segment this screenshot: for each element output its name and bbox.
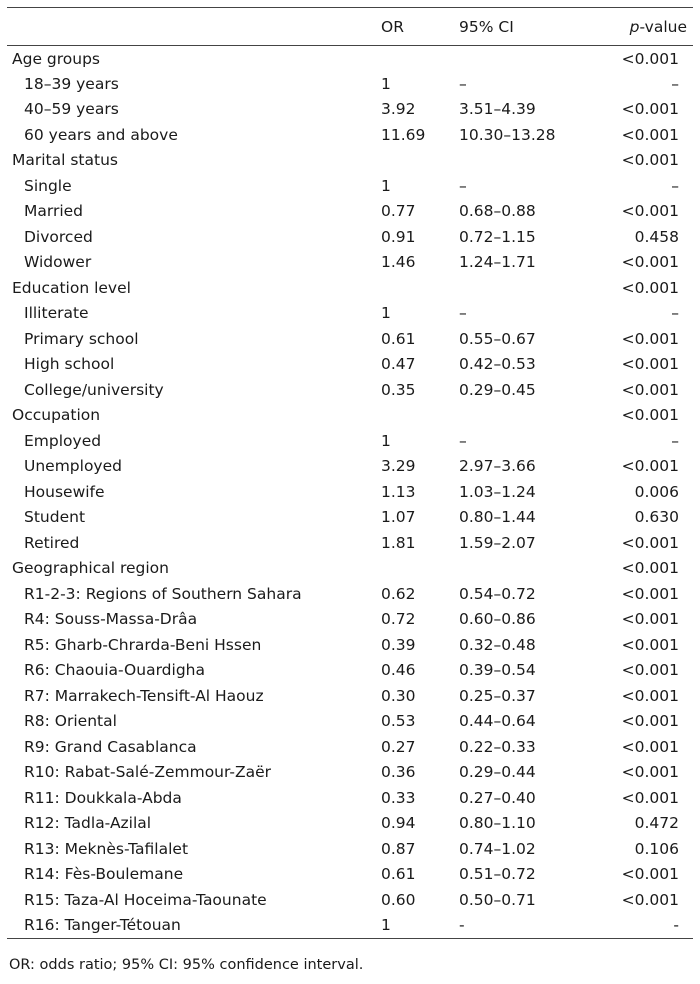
group-header-row [7, 46, 693, 72]
p-value: <0.001 [621, 125, 679, 144]
odds-ratio-value: 3.29 [381, 457, 416, 476]
odds-ratio-value: 3.92 [381, 100, 416, 119]
table-row [7, 199, 693, 225]
row-label: Geographical region [12, 559, 169, 578]
row-label: R6: Chaouia-Ouardigha [24, 661, 205, 680]
row-label: R1-2-3: Regions of Southern Sahara [24, 584, 302, 603]
group-header-row [7, 275, 693, 301]
confidence-interval-value: 0.51–0.72 [459, 865, 536, 884]
confidence-interval-value: 2.97–3.66 [459, 457, 536, 476]
odds-ratio-value: 1 [381, 304, 391, 323]
confidence-interval-value [459, 148, 599, 174]
p-value: <0.001 [621, 865, 679, 884]
odds-ratio-value [381, 556, 459, 582]
table-row [7, 785, 693, 811]
header-row [7, 8, 693, 46]
odds-ratio-value: 1 [381, 176, 391, 195]
row-label: 60 years and above [24, 125, 178, 144]
odds-ratio-value: 0.61 [381, 329, 416, 348]
row-label: Married [24, 202, 84, 221]
table-footnote: OR: odds ratio; 95% CI: 95% confidence interval. [9, 957, 364, 973]
row-label: Retired [24, 533, 80, 552]
row-label: R4: Souss-Massa-Drâa [24, 610, 198, 629]
p-value: - [599, 913, 693, 939]
confidence-interval-value: 0.22–0.33 [459, 737, 536, 756]
table-row [7, 709, 693, 735]
odds-ratio-value: 0.77 [381, 202, 416, 221]
odds-ratio-value: 0.61 [381, 865, 416, 884]
p-value: <0.001 [621, 253, 679, 272]
row-label: R16: Tanger-Tétouan [7, 913, 381, 939]
p-value: 0.458 [634, 227, 679, 246]
p-value: – [671, 74, 679, 93]
confidence-interval-value [459, 403, 599, 429]
confidence-interval-value: 0.80–1.10 [459, 814, 536, 833]
p-value: <0.001 [621, 584, 679, 603]
p-value: <0.001 [621, 635, 679, 654]
row-label: R7: Marrakech-Tensift-Al Haouz [24, 686, 264, 705]
row-label: R12: Tadla-Azilal [24, 814, 152, 833]
table-row [7, 658, 693, 684]
confidence-interval-value: – [459, 176, 467, 195]
table-row [7, 530, 693, 556]
header-ci: 95% CI [459, 8, 599, 46]
confidence-interval-value: 0.27–0.40 [459, 788, 536, 807]
confidence-interval-value: 0.50–0.71 [459, 890, 536, 909]
confidence-interval-value: 1.24–1.71 [459, 253, 536, 272]
odds-ratio-value: 1.13 [381, 482, 416, 501]
table-body [7, 46, 693, 939]
table-row [7, 836, 693, 862]
row-label: Widower [24, 253, 92, 272]
p-value: <0.001 [621, 100, 679, 119]
p-value: <0.001 [621, 559, 679, 578]
odds-ratio-value [381, 148, 459, 174]
row-label: 40–59 years [24, 100, 119, 119]
row-label: R5: Gharb-Chrarda-Beni Hssen [24, 635, 262, 654]
table-row [7, 301, 693, 327]
p-value: – [671, 176, 679, 195]
row-label: 18–39 years [24, 74, 119, 93]
table-row [7, 811, 693, 837]
row-label: R10: Rabat-Salé-Zemmour-Zaër [24, 763, 272, 782]
p-value: 0.472 [634, 814, 679, 833]
odds-ratio-value: 0.35 [381, 380, 416, 399]
table-row [7, 71, 693, 97]
confidence-interval-value: 0.44–0.64 [459, 712, 536, 731]
odds-ratio-value: 0.53 [381, 712, 416, 731]
p-value: <0.001 [621, 610, 679, 629]
row-label: Student [24, 508, 86, 527]
p-value: <0.001 [621, 737, 679, 756]
table-row [7, 326, 693, 352]
odds-ratio-value: 1 [381, 74, 391, 93]
row-label: Employed [24, 431, 102, 450]
table-row [7, 224, 693, 250]
p-value: <0.001 [621, 533, 679, 552]
confidence-interval-value: 0.29–0.44 [459, 763, 536, 782]
confidence-interval-value: 3.51–4.39 [459, 100, 536, 119]
table-row [7, 632, 693, 658]
p-value: <0.001 [621, 329, 679, 348]
row-label: Age groups [12, 49, 100, 68]
row-label: Housewife [24, 482, 105, 501]
row-label: R9: Grand Casablanca [24, 737, 197, 756]
confidence-interval-value: 0.68–0.88 [459, 202, 536, 221]
p-value: <0.001 [621, 278, 679, 297]
p-value: <0.001 [621, 49, 679, 68]
odds-ratio-value: 1.46 [381, 253, 416, 272]
table-row [7, 760, 693, 786]
row-label: R15: Taza-Al Hoceima-Taounate [24, 890, 267, 909]
odds-ratio-value: 0.62 [381, 584, 416, 603]
confidence-interval-value: – [459, 74, 467, 93]
table-row [7, 122, 693, 148]
table-row [7, 734, 693, 760]
confidence-interval-value: 0.80–1.44 [459, 508, 536, 527]
odds-ratio-value: 0.36 [381, 763, 416, 782]
confidence-interval-value: – [459, 304, 467, 323]
confidence-interval-value: 0.32–0.48 [459, 635, 536, 654]
p-value: 0.106 [634, 839, 679, 858]
row-label: Primary school [24, 329, 139, 348]
p-value: <0.001 [621, 712, 679, 731]
confidence-interval-value: 0.42–0.53 [459, 355, 536, 374]
table-row [7, 454, 693, 480]
row-label: Divorced [24, 227, 93, 246]
table-header [7, 8, 693, 46]
row-label: R13: Meknès-Tafilalet [24, 839, 189, 858]
table-row [7, 887, 693, 913]
header-label-cell [7, 8, 381, 46]
confidence-interval-value [459, 556, 599, 582]
table-row [7, 377, 693, 403]
group-header-row [7, 403, 693, 429]
row-label: Education level [12, 278, 131, 297]
odds-ratio-value: 11.69 [381, 125, 426, 144]
p-value: <0.001 [621, 202, 679, 221]
confidence-interval-value: 0.74–1.02 [459, 839, 536, 858]
table-row [7, 607, 693, 633]
confidence-interval-value: 0.72–1.15 [459, 227, 536, 246]
odds-ratio-value: 0.87 [381, 839, 416, 858]
table-row [7, 505, 693, 531]
confidence-interval-value [459, 275, 599, 301]
odds-ratio-value: 0.39 [381, 635, 416, 654]
row-label: College/university [24, 380, 164, 399]
confidence-interval-value: 1.59–2.07 [459, 533, 536, 552]
row-label: Occupation [12, 406, 101, 425]
header-p-italic: p [629, 17, 640, 36]
odds-ratio-value: 1.81 [381, 533, 416, 552]
row-label: R14: Fès-Boulemane [24, 865, 184, 884]
confidence-interval-value: 0.25–0.37 [459, 686, 536, 705]
group-header-row [7, 148, 693, 174]
p-value: <0.001 [621, 355, 679, 374]
odds-ratio-value: 1 [381, 913, 459, 939]
confidence-interval-value [459, 46, 599, 72]
odds-ratio-value: 0.94 [381, 814, 416, 833]
p-value: <0.001 [621, 380, 679, 399]
odds-ratio-value: 1.07 [381, 508, 416, 527]
row-label: Single [24, 176, 72, 195]
odds-ratio-value: 0.60 [381, 890, 416, 909]
odds-ratio-value [381, 403, 459, 429]
table-row [7, 250, 693, 276]
odds-ratio-value: 1 [381, 431, 391, 450]
table-row [7, 479, 693, 505]
p-value: <0.001 [621, 788, 679, 807]
row-label: Marital status [12, 151, 118, 170]
p-value: – [671, 304, 679, 323]
p-value: <0.001 [621, 890, 679, 909]
row-label: R8: Oriental [24, 712, 117, 731]
confidence-interval-value: 10.30–13.28 [459, 125, 556, 144]
odds-ratio-value: 0.46 [381, 661, 416, 680]
header-p-value [599, 8, 693, 46]
p-value: <0.001 [621, 686, 679, 705]
row-label: Unemployed [24, 457, 122, 476]
p-value: 0.006 [634, 482, 679, 501]
confidence-interval-value: 1.03–1.24 [459, 482, 536, 501]
row-label: R11: Doukkala-Abda [24, 788, 182, 807]
confidence-interval-value: 0.55–0.67 [459, 329, 536, 348]
table-row [7, 173, 693, 199]
confidence-interval-value: 0.54–0.72 [459, 584, 536, 603]
header-p-rest: -value [639, 17, 687, 36]
row-label: High school [24, 355, 115, 374]
p-value: <0.001 [621, 661, 679, 680]
odds-ratio-table [7, 7, 693, 939]
odds-ratio-value: 0.33 [381, 788, 416, 807]
table-row [7, 428, 693, 454]
odds-ratio-value: 0.91 [381, 227, 416, 246]
p-value: 0.630 [634, 508, 679, 527]
table-row [7, 352, 693, 378]
odds-ratio-value: 0.72 [381, 610, 416, 629]
table-row [7, 913, 693, 939]
table-row [7, 581, 693, 607]
table-row [7, 97, 693, 123]
confidence-interval-value: 0.39–0.54 [459, 661, 536, 680]
header-or: OR [381, 8, 459, 46]
odds-ratio-value [381, 275, 459, 301]
table-row [7, 683, 693, 709]
odds-ratio-value: 0.47 [381, 355, 416, 374]
group-header-row [7, 556, 693, 582]
p-value: <0.001 [621, 406, 679, 425]
odds-ratio-value: 0.30 [381, 686, 416, 705]
confidence-interval-value: – [459, 431, 467, 450]
p-value: <0.001 [621, 763, 679, 782]
confidence-interval-value: 0.60–0.86 [459, 610, 536, 629]
odds-ratio-value [381, 46, 459, 72]
confidence-interval-value: 0.29–0.45 [459, 380, 536, 399]
confidence-interval-value: - [459, 913, 599, 939]
p-value: <0.001 [621, 151, 679, 170]
row-label: Illiterate [24, 304, 89, 323]
table-row [7, 862, 693, 888]
p-value: <0.001 [621, 457, 679, 476]
p-value: – [671, 431, 679, 450]
odds-ratio-value: 0.27 [381, 737, 416, 756]
